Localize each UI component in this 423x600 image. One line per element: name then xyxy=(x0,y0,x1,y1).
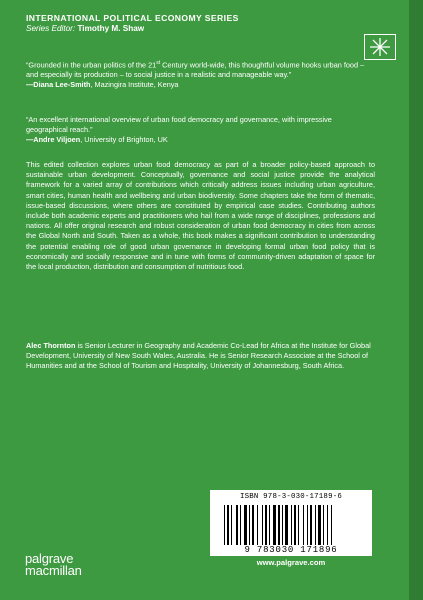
author-bio-text: is Senior Lecturer in Geography and Academic Co-Lead for Africa at the Institute for Global Development, University of New South Wales, Australia. He is Senior Research Associate at the School of Humanities and at the School of Tourism and Hospitality, University of Johannesburg, South Africa. xyxy=(26,341,371,371)
quote-affiliation: , University of Brighton, UK xyxy=(80,135,168,144)
publisher-line-1: palgrave xyxy=(25,551,74,566)
quote-affiliation: , Mazingira Institute, Kenya xyxy=(90,80,179,90)
series-title: INTERNATIONAL POLITICAL ECONOMY SERIES xyxy=(26,13,239,23)
quote-attribution xyxy=(26,80,371,90)
palgrave-star-logo-icon xyxy=(364,34,396,60)
book-description: This edited collection explores urban food democracy as part of a broader policy-based approach to sustainable urban development. Conceptually, governance and social justice provide the analytical framework for a varied array of contributions which critically address issues including urban agriculture, smart cities, human health and wellbeing and urban biodiversity. Some chapters take the form of thematic, issue-based discussions, where others are constituted by empirical case studies. Contributing authors include both academic experts and practitioners who hail from a wide range of disciplines, professions and nations. All offer original research and robust consideration of urban food democracy in cities from across the Global North and South. Taken as a whole, this book makes a significant contribution to understanding the potential enabling role of good urban governance in developing formal urban food policy that is economically and socially responsive and in tune with forms of community-driven adaptation of space for the local production, distribution and consumption of nutritious food. xyxy=(26,160,375,272)
series-editor xyxy=(26,24,144,33)
spine-edge xyxy=(409,0,423,600)
endorsement-quote-1 xyxy=(26,58,371,90)
publisher-logo xyxy=(25,553,82,577)
barcode-digits: 9 783030 171896 xyxy=(244,545,338,555)
quote-attribution xyxy=(26,135,371,145)
series-editor-name: Timothy M. Shaw xyxy=(77,24,145,33)
isbn-label: ISBN 978-3-030-17189-6 xyxy=(240,493,342,501)
barcode-icon xyxy=(224,505,358,545)
publisher-url: www.palgrave.com xyxy=(210,556,372,570)
endorsement-quote-2 xyxy=(26,115,371,145)
publisher-line-2: macmillan xyxy=(25,563,82,578)
quote-text: “Grounded in the urban politics of the 21st Century world-wide, this thoughtful volume hooks urban food – and especially its production – to social justice in a realistic and manageable way.” xyxy=(26,60,365,80)
quote-author: —Andre Viljoen xyxy=(26,135,81,144)
series-editor-role: Series Editor: xyxy=(26,24,76,33)
author-name: Alec Thornton xyxy=(26,341,76,350)
author-bio xyxy=(26,341,375,372)
quote-text: “An excellent international overview of urban food democracy and governance, with impressive geographical reach.” xyxy=(26,115,332,134)
quote-author: —Diana Lee-Smith xyxy=(26,80,91,90)
